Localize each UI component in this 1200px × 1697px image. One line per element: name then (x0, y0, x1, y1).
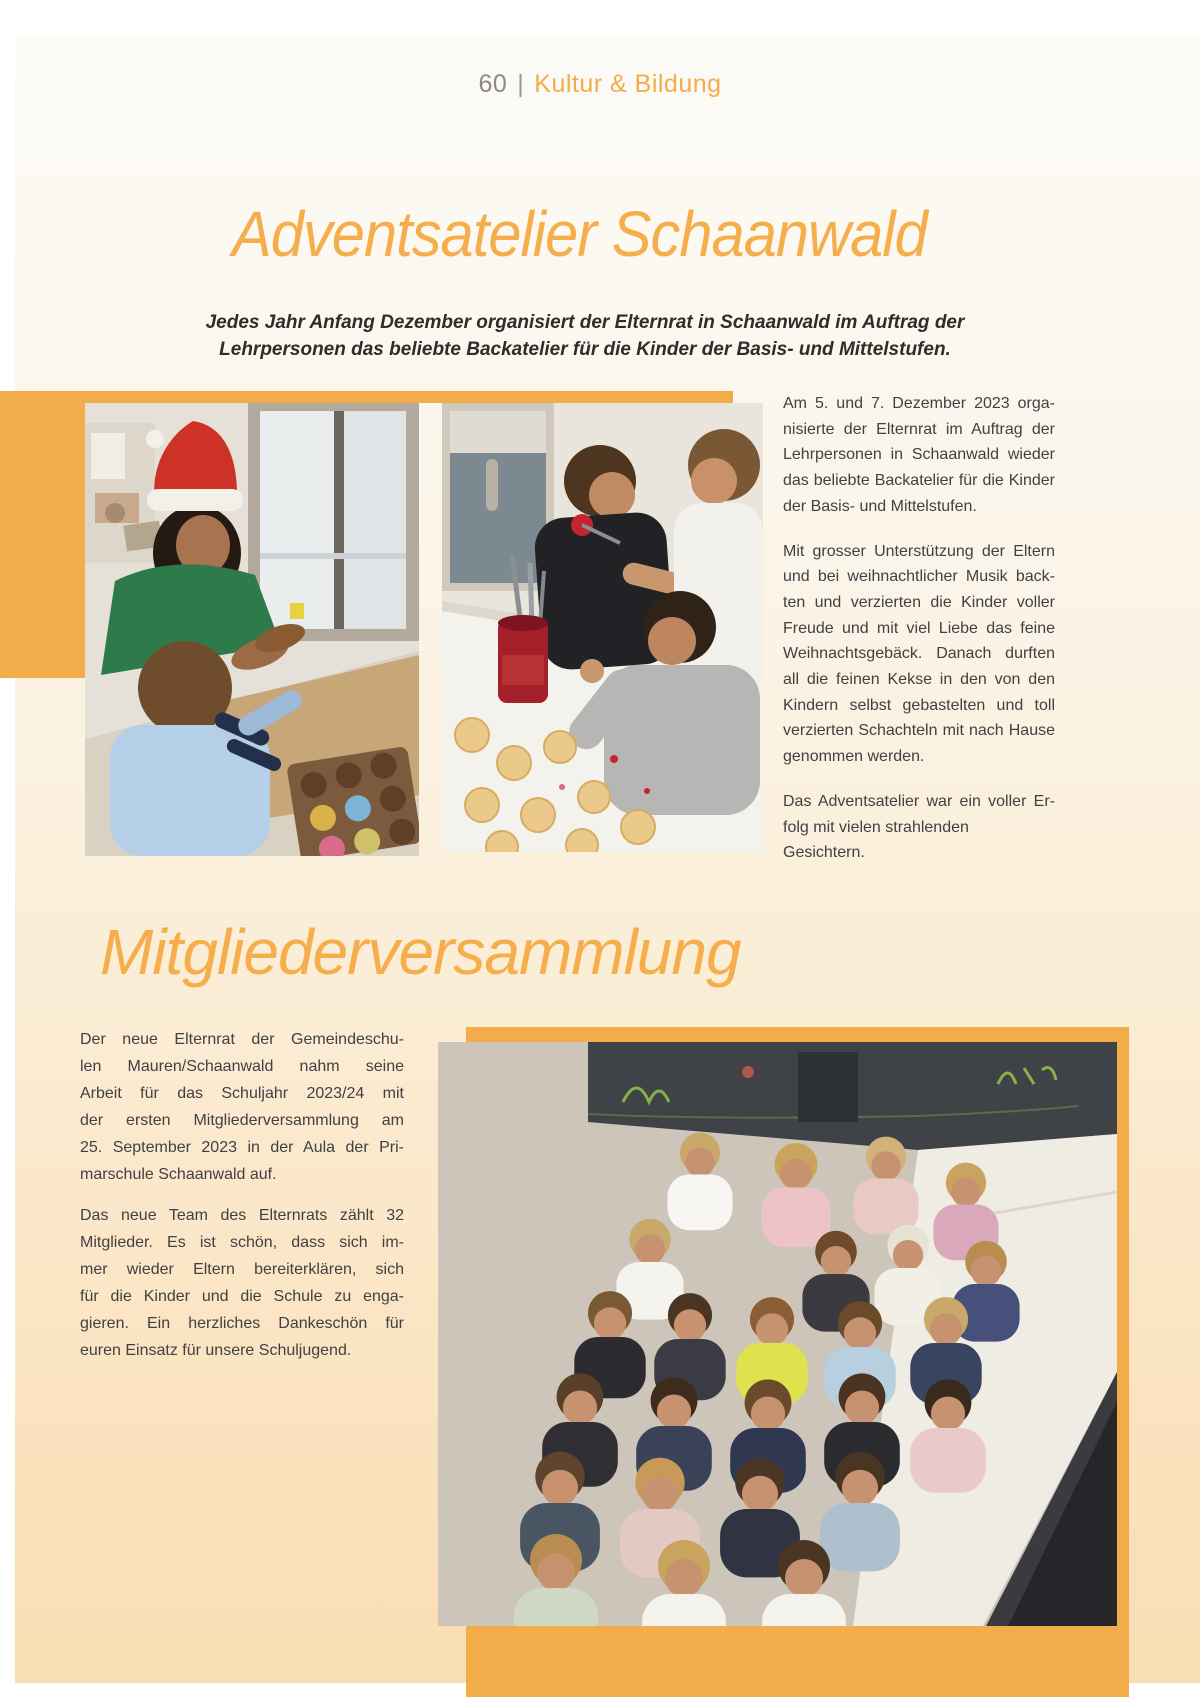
article2-body (80, 1026, 404, 1378)
text-line: für die Kinder und die Schule zu enga- (80, 1288, 404, 1305)
text-line: Am 5. und 7. Dezember 2023 orga- (783, 395, 1055, 412)
text-line: all die feinen Kekse in den von den (783, 671, 1055, 689)
text-line: genommen werden. (783, 748, 925, 766)
text-line: Arbeit für das Schuljahr 2023/24 mit (80, 1085, 404, 1102)
text-line: verzierten Schachteln mit nach Hause (783, 722, 1055, 740)
muffin-tray (286, 746, 419, 856)
orange-band-top (0, 391, 733, 403)
text-line: mer wieder Eltern bereiterklären, sich (80, 1261, 404, 1278)
text-line: Das Adventsatelier war ein voller Er- (783, 792, 1055, 810)
text-line: Kindern selbst gebastelten und toll (783, 696, 1055, 714)
article2-title: Mitgliederversammlung (100, 916, 741, 988)
text-line: marschule Schaanwald auf. (80, 1166, 277, 1183)
text-line: der ersten Mitgliederversammlung am (80, 1112, 404, 1129)
page-header (0, 70, 1200, 99)
paragraph (783, 789, 1055, 866)
text-line: Lehrpersonen in Schaanwald wieder (783, 446, 1055, 464)
text-line: Das neue Team des Elternrats zählt 32 (80, 1207, 404, 1224)
photo-group (438, 1042, 1117, 1626)
text-line: Mit grosser Unterstützung der Eltern (783, 542, 1055, 560)
paragraph (80, 1026, 404, 1188)
text-line: Lehrpersonen das beliebte Backatelier für die Kinder der Basis- und Mittelstufen. (219, 339, 951, 360)
text-line: Weihnachtsgebäck. Danach durften (783, 645, 1055, 663)
header-separator: | (517, 70, 525, 98)
text-line: Mitglieder. Es ist schön, dass sich im- (80, 1234, 404, 1251)
text-line: das beliebte Backatelier für die Kinder (783, 472, 1055, 490)
paragraph (783, 539, 1055, 770)
orange-band-left (0, 391, 85, 678)
paragraph (783, 391, 1055, 520)
photo-baking-2 (442, 403, 763, 852)
text-line: euren Einsatz für unsere Schuljugend. (80, 1342, 352, 1359)
article1-title: Adventsatelier Schaanwald (232, 198, 927, 270)
paragraph (80, 1202, 404, 1364)
photo-baking-1 (85, 403, 419, 856)
section-label: Kultur & Bildung (534, 70, 722, 98)
article1-body (783, 391, 1055, 885)
text-line: nisierte der Elternrat im Auftrag der (783, 420, 1055, 438)
photo2-illustration (442, 403, 763, 852)
page-number: 60 (478, 70, 508, 98)
text-line: und bei weihnachtlicher Musik back- (783, 568, 1055, 586)
text-line: Jedes Jahr Anfang Dezember organisiert der Elternrat in Schaanwald im Auftrag der (205, 312, 965, 333)
text-line: ten und verzierten die Kinder voller (783, 593, 1055, 611)
text-line: len Mauren/Schaanwald nahm seine (80, 1058, 404, 1075)
article1-subtitle (85, 309, 1085, 363)
text-line: gieren. Ein herzliches Dankeschön für (80, 1315, 404, 1332)
text-line: der Basis- und Mittelstufen. (783, 497, 977, 515)
photo1-illustration (85, 403, 419, 856)
text-line: Freude und mit viel Liebe das feine (783, 619, 1055, 637)
text-line: 25. September 2023 in der Aula der Pri- (80, 1139, 404, 1156)
text-line: Der neue Elternrat der Gemeindeschu- (80, 1031, 404, 1048)
text-line: folg mit vielen strahlenden Gesichtern. (783, 818, 969, 862)
photo3-illustration (438, 1042, 1117, 1626)
